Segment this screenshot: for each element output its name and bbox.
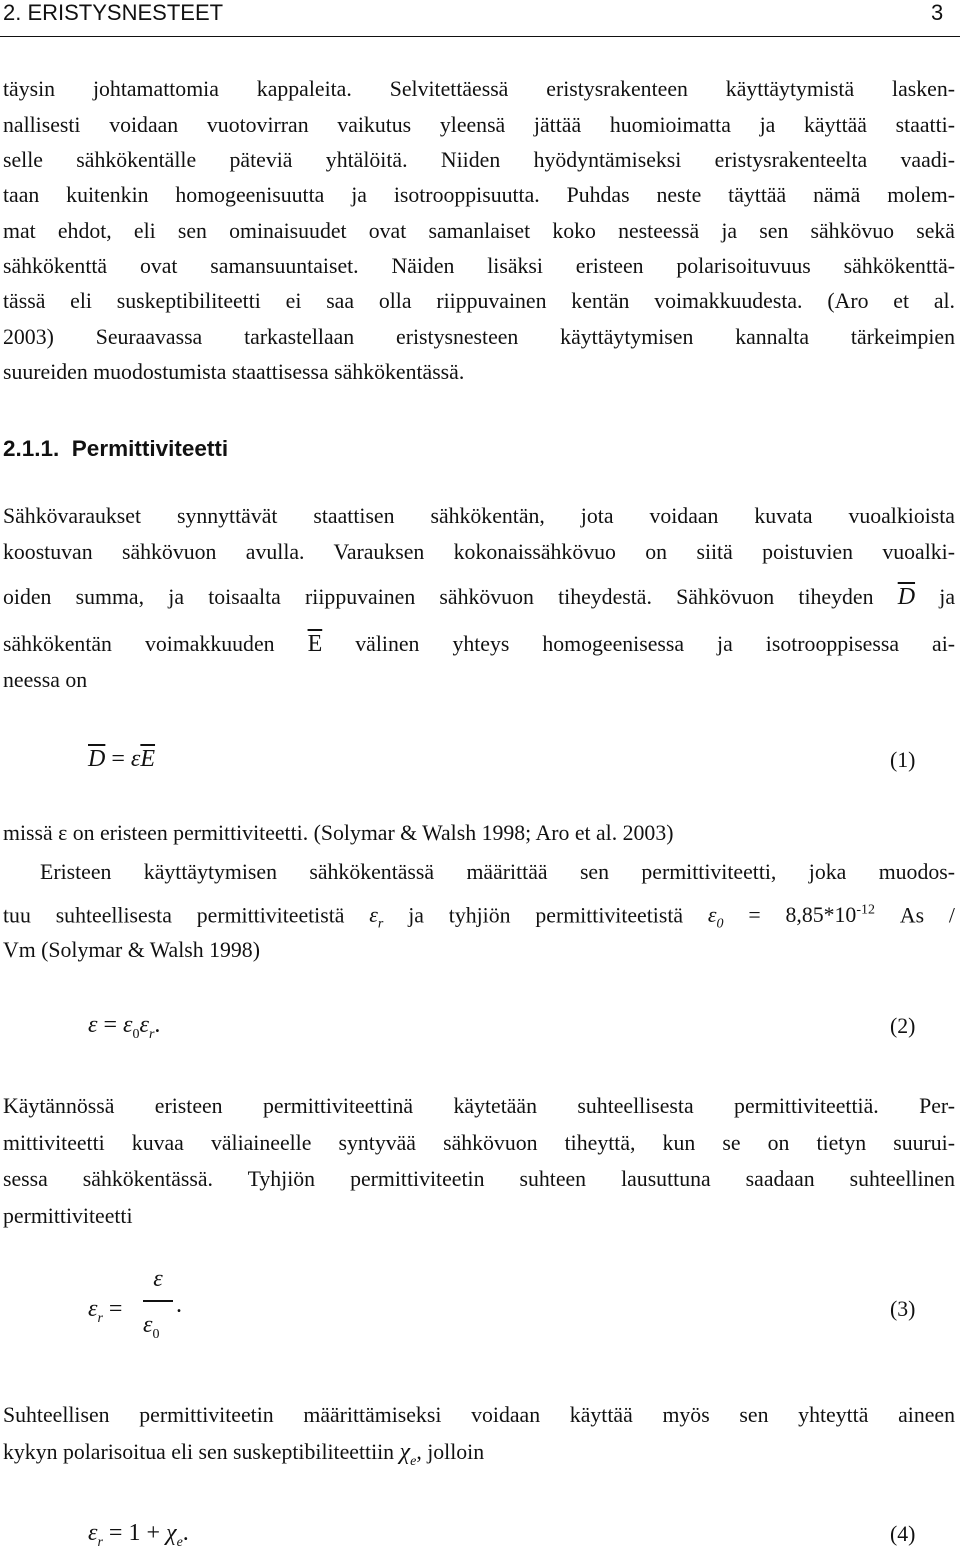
eq2-epsilon: ε <box>123 1012 133 1038</box>
para4-line: Käytännössä eristeen permittiviteettinä käytetään suhteellisesta permittiviteettiä. Per- <box>3 1094 955 1118</box>
eq3-epsilon: ε <box>143 1312 153 1338</box>
eq2-subscript: r <box>148 1026 155 1042</box>
para2-text: oiden summa, ja toisaalta riippuvainen sähkövuon tiheydestä. Sähkövuon tiheyden <box>3 585 874 609</box>
para3-line: Eristeen käyttäytymisen sähkökentässä määrittää sen permittiviteetti, joka muodos- <box>40 860 955 884</box>
eq1-rhs: $\overline{E}$ <box>140 746 156 772</box>
para1-line: suureiden muodostumista staattisessa sähkökentässä. <box>3 360 465 384</box>
para1-line: mat ehdot, eli sen ominaisuudet ovat samanlaiset koko nesteessä ja sen sähkövuo sekä <box>3 219 955 243</box>
page-number: 3 <box>931 0 944 25</box>
eq2-lhs: ε <box>88 1012 98 1038</box>
para3-text: ja tyhjiön permittiviteetistä <box>408 903 684 928</box>
eq1-lhs: $\overline{D}$ <box>88 746 106 772</box>
equation-3-lhs <box>88 1296 122 1327</box>
equation-3-number: (3) <box>890 1297 916 1321</box>
exponent: -12 <box>856 903 875 918</box>
eps-0-symbol <box>707 903 724 932</box>
eq4-epsilon: ε <box>88 1520 98 1546</box>
equation-1-number: (1) <box>890 748 916 772</box>
subscript: e <box>410 1453 417 1469</box>
eq4-period: . <box>182 1520 189 1546</box>
field-strength-symbol: $\overline{E}$ <box>307 631 323 657</box>
eq2-period: . <box>154 1012 161 1038</box>
section-heading: 2.1.1. Permittiviteetti <box>3 436 229 461</box>
para1-line: 2003) Seuraavassa tarkastellaan eristysnesteen käyttäytymisen kannalta tärkeimpien <box>3 325 955 349</box>
eq3-denominator <box>143 1312 159 1343</box>
para2-line: Sähkövaraukset synnyttävät staattisen sähkökentän, jota voidaan kuvata vuoalkioista <box>3 504 955 528</box>
equation-2-number: (2) <box>890 1014 916 1038</box>
vacuum-permittivity-value <box>748 903 875 927</box>
para3-line: Vm (Solymar & Walsh 1998) <box>3 938 260 962</box>
para4-line: permittiviteetti <box>3 1204 133 1228</box>
eq2-op: = <box>103 1012 118 1038</box>
epsilon-symbol: ε <box>369 903 378 928</box>
equation-4 <box>88 1520 189 1551</box>
eq1-op: = <box>111 746 125 772</box>
para1-line: taan kuitenkin homogeenisuutta ja isotrooppisuutta. Puhdas neste täyttää nämä molem- <box>3 183 955 207</box>
eq1-epsilon: ε <box>130 746 141 772</box>
para2-line: neessa on <box>3 668 88 692</box>
equation-4-number: (4) <box>890 1522 916 1546</box>
eq3-subscript: r <box>97 1310 103 1326</box>
para4-line: mittiviteetti kuvaa väliaineelle syntyvää sähkövuon tiheyttä, kun se on tietyn suurui- <box>3 1131 955 1155</box>
para4-line: sessa sähkökentässä. Tyhjiön permittiviteetin suhteen lausuttuna saadaan suhteellinen <box>3 1167 955 1191</box>
para2-line <box>3 584 955 610</box>
chi-symbol: χ <box>399 1439 411 1465</box>
subscript: 0 <box>716 916 724 932</box>
eq3-subscript: 0 <box>152 1326 160 1342</box>
equation-1 <box>88 746 155 773</box>
equation-2 <box>88 1012 160 1043</box>
eq4-subscript: e <box>176 1534 183 1550</box>
eq3-epsilon: ε <box>153 1266 163 1292</box>
para5-text: kykyn polarisoitua eli sen suskeptibiliteettiin <box>3 1440 395 1464</box>
para1-line: sähkökenttä ovat samansuuntaiset. Näiden lisäksi eristeen polarisoituvuus sähkökenttä- <box>3 254 955 278</box>
subscript: r <box>377 916 384 932</box>
para1-line: selle sähkökentälle päteviä yhtälöitä. Niiden hyödyntämiseksi eristysrakenteelta vaadi- <box>3 148 955 172</box>
eq3-op: = <box>108 1296 123 1322</box>
para5-text: , jolloin <box>416 1440 485 1464</box>
header-rule <box>0 36 960 37</box>
para2-text: välinen yhteys homogeenisessa ja isotrooppisessa ai- <box>355 632 956 656</box>
para1-line: täysin johtamattomia kappaleita. Selvitettäessä eristysrakenteen käyttäytymistä lasken- <box>3 77 955 101</box>
fraction-bar <box>143 1300 173 1302</box>
para5-line: Suhteellisen permittiviteetin määrittämiseksi voidaan käyttää myös sen yhteyttä aineen <box>3 1403 955 1427</box>
para2-line <box>3 631 955 657</box>
eq2-epsilon: ε <box>139 1012 149 1038</box>
eq4-chi: χ <box>166 1520 177 1546</box>
para5-line <box>3 1439 955 1475</box>
para1-line: tässä eli suskeptibiliteetti ei saa olla riippuvainen kentän voimakkuudesta. (Aro et al. <box>3 289 955 313</box>
value-text: = 8,85*10 <box>748 903 857 928</box>
para3-text: tuu suhteellisesta permittiviteetistä <box>3 903 345 928</box>
para2-text: sähkökentän voimakkuuden <box>3 632 275 656</box>
para3-line <box>3 898 955 938</box>
eps-r-symbol <box>369 903 384 932</box>
unit-text: As / <box>899 903 955 928</box>
eq4-op: = 1 + <box>108 1520 160 1546</box>
flux-density-symbol: $\overline{D}$ <box>897 584 916 610</box>
running-header: 2. ERISTYSNESTEET <box>3 0 224 25</box>
eq3-period: . <box>176 1292 182 1318</box>
eq2-subscript: 0 <box>132 1026 140 1042</box>
epsilon-symbol: ε <box>707 903 717 928</box>
para3-line: missä ε on eristeen permittiviteetti. (Solymar & Walsh 1998; Aro et al. 2003) <box>3 821 674 845</box>
para2-line: koostuvan sähkövuon avulla. Varauksen kokonaissähkövuo on siitä poistuvien vuoalki- <box>3 540 955 564</box>
eq3-numerator <box>146 1266 170 1293</box>
para1-line: nallisesti voidaan vuotovirran vaikutus yleensä jättää huomioimatta ja käyttää staatti- <box>3 113 955 137</box>
eq3-epsilon: ε <box>88 1296 98 1322</box>
eq4-subscript: r <box>97 1534 103 1550</box>
susceptibility-symbol <box>399 1439 417 1469</box>
para2-text: ja <box>939 585 955 609</box>
